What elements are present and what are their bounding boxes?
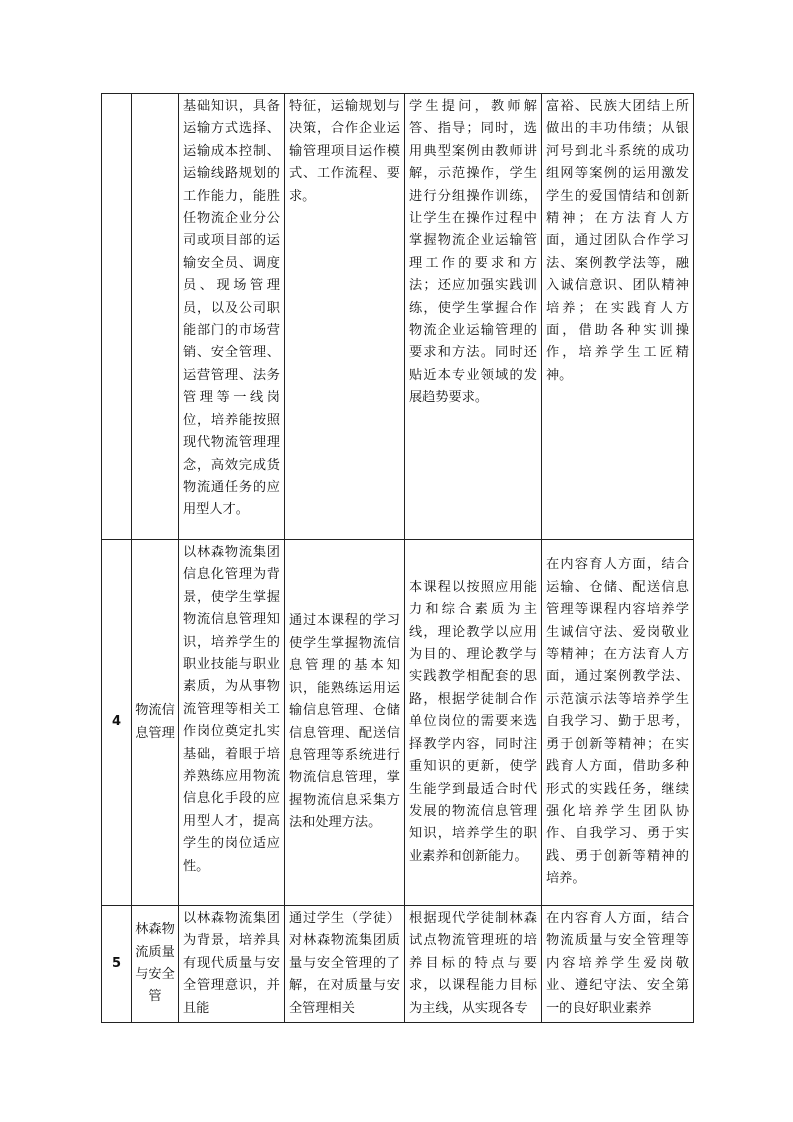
ideology-integration: 在内容育人方面，结合运输、仓储、配送信息管理等课程内容培养学生诚信守法、爱岗敬业等精神；在方法育人方面，通过案例教学法、示范演示法等培养学生自我学习、勤于思考，勇于创新等精神；在实践育人方面，借助多种形式的实践任务，继续强化培养学生团队协作、自我学习、勇于实践、勇于创新等精神的培养。 (542, 540, 694, 906)
course-objective: 以林森物流集团为背景，培养具有现代质量与安全管理意识，并且能 (179, 906, 285, 1023)
course-objective: 以林森物流集团信息化管理为背景，使学生掌握物流信息管理知识，培养学生的职业技能与职业素质，为从事物流管理等相关工作岗位奠定扎实基础，着眼于培养熟练应用物流信息化手段的应用型人才，提高学生的岗位适应性。 (179, 540, 285, 906)
teaching-method: 根据现代学徒制林森试点物流管理班的培养目标的特点与要求，以课程能力目标为主线，从实现各专 (405, 906, 542, 1023)
course-content: 特征，运输规划与决策，合作企业运输管理项目运作模式、工作流程、要求。 (285, 94, 405, 540)
ideology-integration: 富裕、民族大团结上所做出的丰功伟绩；从银河号到北斗系统的成功组网等案例的运用激发学生的爱国情结和创新精神；在方法育人方面，通过团队合作学习法、案例教学法等，融入诚信意识、团队精神培养；在实践育人方面，借助各种实训操作，培养学生工匠精神。 (542, 94, 694, 540)
teaching-method: 本课程以按照应用能力和综合素质为主线，理论教学以应用为目的、理论教学与实践教学相配套的思路，根据学徒制合作单位岗位的需要来选择教学内容，同时注重知识的更新，使学生能学到最适合时代发展的物流信息管理知识，培养学生的职业素养和创新能力。 (405, 540, 542, 906)
table-row (102, 94, 694, 540)
course-name: 林森物流质量与安全管 (132, 906, 179, 1023)
course-content: 通过学生（学徒）对林森物流集团质量与安全管理的了解，在对质量与安全管理相关 (285, 906, 405, 1023)
course-number (102, 94, 132, 540)
course-objective: 基础知识，具备运输方式选择、运输成本控制、运输线路规划的工作能力，能胜任物流企业分公司或项目部的运输安全员、调度员、现场管理员，以及公司职能部门的市场营销、安全管理、运营管理、法务管理等一线岗位，培养能按照现代物流管理理念，高效完成货物流通任务的应用型人才。 (179, 94, 285, 540)
course-name (132, 94, 179, 540)
course-name: 物流信息管理 (132, 540, 179, 906)
course-number: 4 (102, 540, 132, 906)
course-table (101, 93, 694, 1023)
course-content: 通过本课程的学习使学生掌握物流信息管理的基本知识，能熟练运用运输信息管理、仓储信息管理、配送信息管理等系统进行物流信息管理，掌握物流信息采集方法和处理方法。 (285, 540, 405, 906)
ideology-integration: 在内容育人方面，结合物流质量与安全管理等内容培养学生爱岗敬业、遵纪守法、安全第一的良好职业素养 (542, 906, 694, 1023)
table-row (102, 540, 694, 906)
table-row (102, 906, 694, 1023)
course-number: 5 (102, 906, 132, 1023)
teaching-method: 学生提问，教师解答、指导；同时，选用典型案例由教师讲解，示范操作，学生进行分组操作训练，让学生在操作过程中掌握物流企业运输管理工作的要求和方法；还应加强实践训练，使学生掌握合作物流企业运输管理的要求和方法。同时还贴近本专业领域的发展趋势要求。 (405, 94, 542, 540)
